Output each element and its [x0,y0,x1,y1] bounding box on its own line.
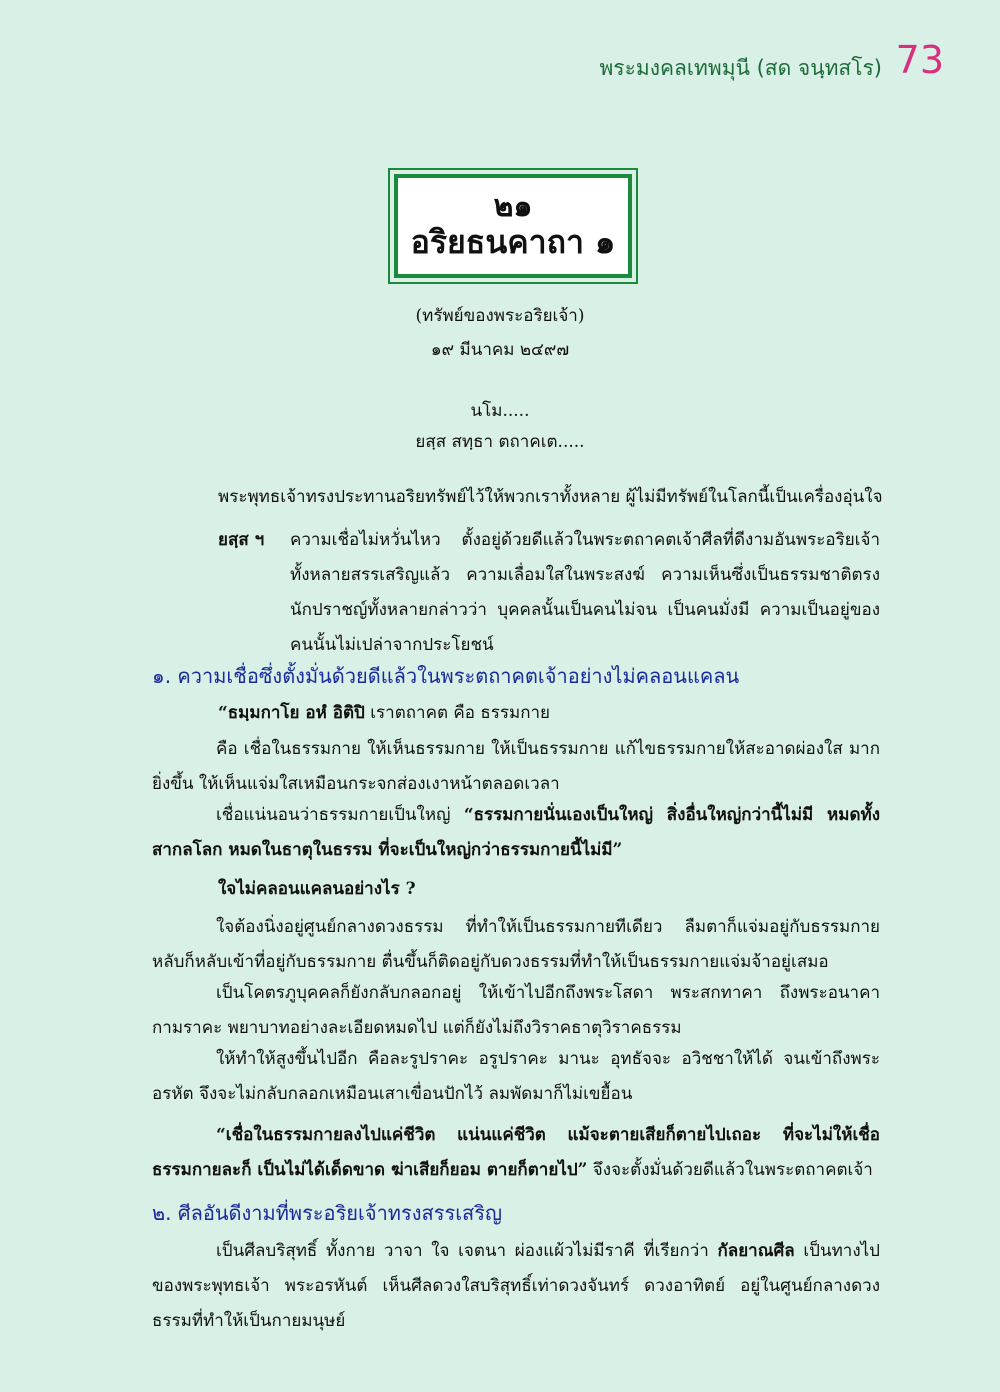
chapter-number: ๒๑ [493,189,533,225]
page-number: 73 [895,38,944,82]
section-1-heading: ๑. ความเชื่อซึ่งตั้งมั่นด้วยดีแล้วในพระตถาคตเจ้าอย่างไม่คลอนแคลน [152,664,740,688]
section-1-paragraph-3: ใจต้องนิ่งอยู่ศูนย์กลางดวงธรรม ที่ทำให้เป็นธรรมกายทีเดียว ลืมตาก็แจ่มอยู่กับธรรมกาย หลับก็หลับเข้าที่อยู่กับธรรมกาย ตื่นขึ้นก็ติดอยู่กับดวงธรรมที่ทำให้เป็นธรรมกายแจ่มจ้าอยู่เสมอ [152,917,880,972]
s2-p1-bold: กัลยาณศีล [717,1241,795,1261]
p2-plain: เชื่อแน่นอนว่าธรรมกายเป็นใหญ่ [216,805,464,825]
chapter-title: อริยธนคาถา ๑ [410,223,616,262]
subtitle: (ทรัพย์ของพระอริยเจ้า) [415,306,585,326]
p2-bold: “ธรรมกายนั่นเองเป็นใหญ่ สิ่งอื่นใหญ่กว่านี้ไม่มี หมดทั้งสากลโลก หมดในธาตุในธรรม ที่จะเป็นใหญ่กว่าธรรมกายนี้ไม่มี” [152,805,880,860]
intro-paragraph: พระพุทธเจ้าทรงประทานอริยทรัพย์ไว้ให้พวกเราทั้งหลาย ผู้ไม่มีทรัพย์ในโลกนี้เป็นเครื่องอุ่นใจ [218,487,883,507]
section-1-paragraph-6 [152,1118,880,1188]
section-1-paragraph-2 [152,798,880,868]
verse-line-1: นโม..... [470,401,530,421]
page-header [599,38,944,85]
header-text: พระมงคลเทพมุนี (สด จนฺทสโร) [599,56,882,80]
date: ๑๙ มีนาคม ๒๔๙๗ [430,340,570,360]
yassa-label: ยสฺส ฯ [218,530,265,550]
s2-p1-b: เป็นทางไปของพระพุทธเจ้า พระอรหันต์ เห็นศีลดวงใสบริสุทธิ์เท่าดวงจันทร์ ดวงอาทิตย์ อยู่ในศูนย์กลางดวงธรรมที่ทำให้เป็นกายมนุษย์ [152,1241,880,1331]
p6-rest: จึงจะตั้งมั่นด้วยดีแล้วในพระตถาคตเจ้า [587,1160,873,1180]
quote-line [218,696,880,731]
subheading: ใจไม่คลอนแคลนอย่างไร ? [218,879,416,899]
section-2-heading: ๒. ศีลอันดีงามที่พระอริยเจ้าทรงสรรเสริญ [152,1201,503,1225]
verse-line-2: ยสฺส สทฺธา ตถาคเต..... [415,432,585,452]
section-2-paragraph-1 [152,1234,880,1339]
s2-p1-a: เป็นศีลบริสุทธิ์ ทั้งกาย วาจา ใจ เจตนา ผ่องแผ้วไม่มีราคี ที่เรียกว่า [216,1241,718,1261]
section-1-paragraph-1: คือ เชื่อในธรรมกาย ให้เห็นธรรมกาย ให้เป็นธรรมกาย แก้ไขธรรมกายให้สะอาดผ่องใส มากยิ่งขึ้น ให้เห็นแจ่มใสเหมือนกระจกส่องเงาหน้าตลอดเวลา [152,739,880,794]
yassa-block [218,523,880,663]
yassa-text: ความเชื่อไม่หวั่นไหว ตั้งอยู่ด้วยดีแล้วในพระตถาคตเจ้าศีลที่ดีงามอันพระอริยเจ้าทั้งหลายสรรเสริญแล้ว ความเลื่อมใสในพระสงฆ์ ความเห็นซึ่งเป็นธรรมชาติตรง นักปราชญ์ทั้งหลายกล่าวว่า บุคคลนั้นเป็นคนไม่จน เป็นคนมั่งมี ความเป็นอยู่ของคนนั้นไม่เปล่าจากประโยชน์ [290,530,880,655]
section-1-paragraph-4: เป็นโคตรภูบุคคลก็ยังกลับกลอกอยู่ ให้เข้าไปอีกถึงพระโสดา พระสกทาคา ถึงพระอนาคา กามราคะ พยาบาทอย่างละเอียดหมดไป แต่ก็ยังไม่ถึงวิราคธาตุวิราคธรรม [152,983,880,1038]
chapter-inner [394,174,632,278]
section-1-paragraph-5: ให้ทำให้สูงขึ้นไปอีก คือละรูปราคะ อรูปราคะ มานะ อุทธัจจะ อวิชชาให้ได้ จนเข้าถึงพระอรหัต จึงจะไม่กลับกลอกเหมือนเสาเขื่อนปักไว้ ลมพัดมาก็ไม่เขยื้อน [152,1049,880,1104]
quote-rest: เราตถาคต คือ ธรรมกาย [364,703,551,723]
p6-bold: “เชื่อในธรรมกายลงไปแค่ชีวิต แน่นแค่ชีวิต แม้จะตายเสียก็ตายไปเถอะ ที่จะไม่ให้เชื่อ ธรรมกายละก็ เป็นไม่ได้เด็ดขาด ฆ่าเสียก็ยอม ตายก็ตายไป” [152,1125,880,1180]
quote-bold: “ธมฺมกาโย อหํ อิติปิ [218,703,365,723]
chapter-box [388,168,638,284]
